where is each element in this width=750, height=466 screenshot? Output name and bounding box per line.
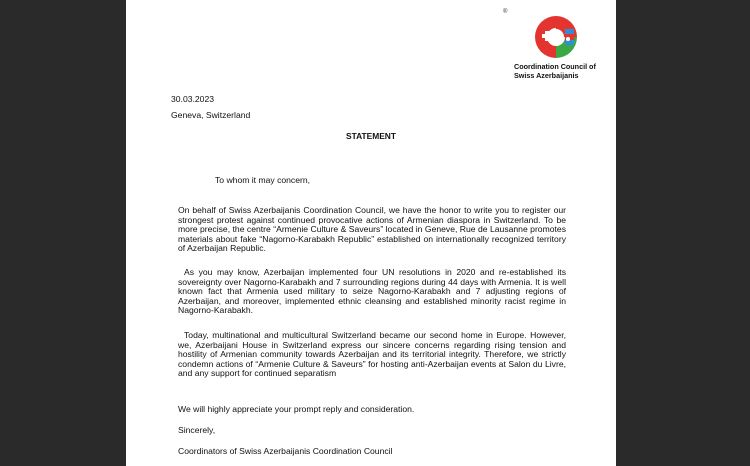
org-name-line2: Swiss Azerbaijanis: [514, 71, 579, 80]
document-page: [126, 0, 616, 466]
letter-date: 30.03.2023: [171, 94, 215, 104]
letter-title: STATEMENT: [346, 131, 396, 141]
paragraph-1: On behalf of Swiss Azerbaijanis Coordination Council, we have the honor to write you to register our strongest protest against continued provocative actions of Armenian diaspora in Switzerland. To be more precise, the centre “Armenie Culture & Saveurs” located in Geneve, Rue de Lausanne promotes materials about fake “Nagorno-Karabakh Republic” established on internationally recognized territory of Azerbaijan Republic.: [178, 205, 566, 254]
paragraph-2: As you may know, Azerbaijan implemented four UN resolutions in 2020 and re-established its sovereignty over Nagorno-Karabakh and 7 surrounding regions during 44 days with Armenia. It is well known fact that Armenia used military to seize Nagorno-Karabakh and 7 adjusting regions of Azerbaijan, and moreover, implemented ethnic cleansing and established minority racist regime in Nagorno-Karabakh.: [178, 267, 566, 316]
signoff: Sincerely,: [178, 425, 216, 435]
signature: Coordinators of Swiss Azerbaijanis Coordination Council: [178, 446, 393, 456]
letter-location: Geneva, Switzerland: [171, 110, 251, 120]
salutation: To whom it may concern,: [215, 175, 311, 185]
paragraph-3: Today, multinational and multicultural Switzerland became our second home in Europe. However, we, Azerbaijani House in Switzerland express our sincere concerns regarding rising tension and hostility of Armenian community towards Azerbaijan and its territorial integrity. Therefore, we strictly condemn actions of “Armenie Culture & Saveurs” for hosting anti-Azerbaijan events at Salon du Livre, and any support for continued separatism: [178, 330, 566, 379]
closing-line: We will highly appreciate your prompt reply and consideration.: [178, 404, 415, 414]
council-logo-icon: [534, 15, 578, 59]
registered-mark: ®: [503, 9, 508, 15]
org-name-line1: Coordination Council of: [514, 62, 596, 71]
organization-name: [514, 62, 614, 80]
